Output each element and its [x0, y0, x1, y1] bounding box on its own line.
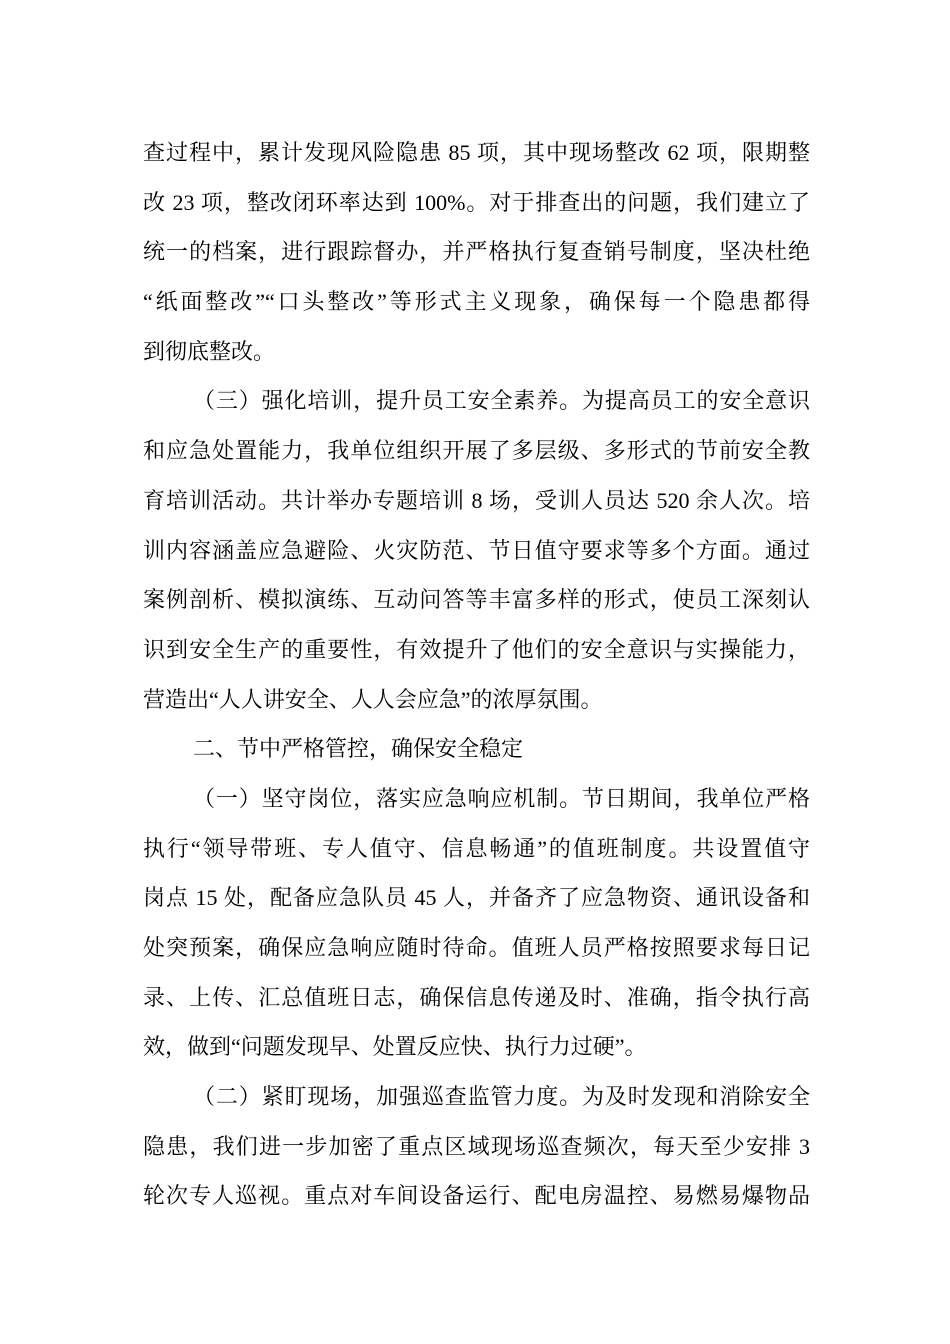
text-line: 录、上传、汇总值班日志，确保信息传递及时、准确，指令执行高: [143, 984, 810, 1010]
text-line: 营造出“人人讲安全、人人会应急”的浓厚氛围。: [143, 686, 603, 712]
text-line: 育培训活动。共计举办专题培训 8 场，受训人员达 520 余人次。培: [143, 487, 810, 513]
text-line: 训内容涵盖应急避险、火灾防范、节日值守要求等多个方面。通过: [143, 537, 810, 563]
text-line: 改 23 项，整改闭环率达到 100%。对于排查出的问题，我们建立了: [143, 189, 810, 215]
document-text-block: [143, 128, 810, 1221]
text-line: 岗点 15 处，配备应急队员 45 人，并备齐了应急物资、通讯设备和: [143, 885, 810, 911]
text-line: 和应急处置能力，我单位组织开展了多层级、多形式的节前安全教: [143, 438, 810, 464]
text-line: 隐患，我们进一步加密了重点区域现场巡查频次，每天至少安排 3: [143, 1133, 810, 1159]
text-line: “纸面整改”“口头整改”等形式主义现象，确保每一个隐患都得: [143, 289, 810, 315]
text-line: 处突预案，确保应急响应随时待命。值班人员严格按照要求每日记: [143, 935, 810, 960]
text-line: 执行“领导带班、专人值守、信息畅通”的值班制度。共设置值守: [143, 835, 810, 861]
text-line: 统一的档案，进行跟踪督办，并严格执行复查销号制度，坚决杜绝: [143, 239, 810, 265]
section-heading: 二、节中严格管控，确保安全稳定: [193, 736, 524, 762]
text-line: 到彻底整改。: [143, 338, 276, 364]
text-line: （二）紧盯现场，加强巡查监管力度。为及时发现和消除安全: [193, 1084, 810, 1110]
text-line: 案例剖析、模拟演练、互动问答等丰富多样的形式，使员工深刻认: [143, 587, 810, 613]
text-line: 轮次专人巡视。重点对车间设备运行、配电房温控、易燃易爆物品: [143, 1183, 810, 1209]
text-line: （三）强化培训，提升员工安全素养。为提高员工的安全意识: [193, 388, 810, 414]
text-line: 查过程中，累计发现风险隐患 85 项，其中现场整改 62 项，限期整: [143, 140, 810, 165]
text-line: 效，做到“问题发现早、处置反应快、执行力过硬”。: [143, 1034, 647, 1060]
text-line: 识到安全生产的重要性，有效提升了他们的安全意识与实操能力，: [143, 636, 810, 662]
text-line: （一）坚守岗位，落实应急响应机制。节日期间，我单位严格: [193, 785, 810, 811]
